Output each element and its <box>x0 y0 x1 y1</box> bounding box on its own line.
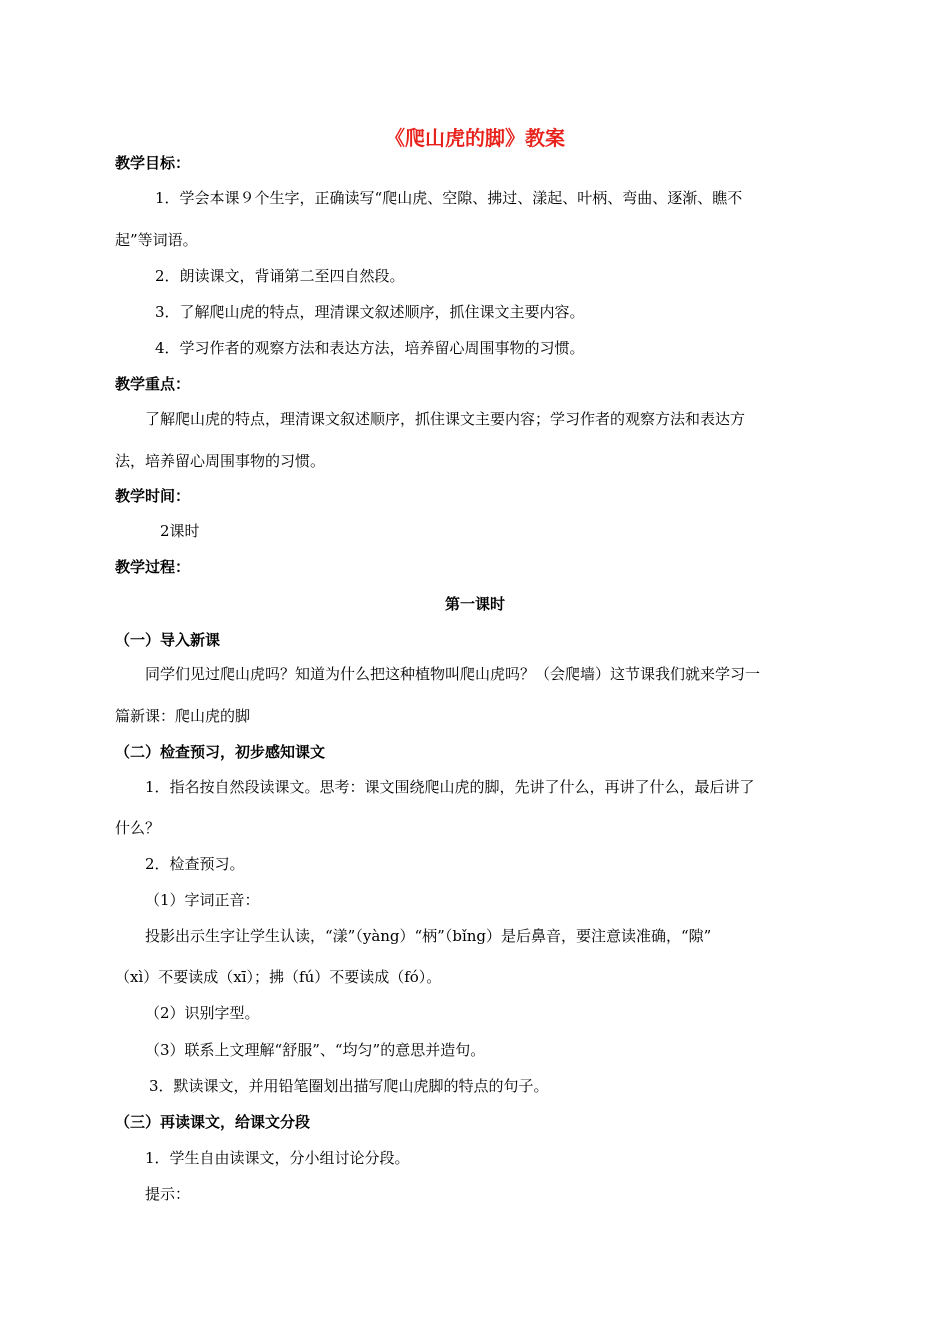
key-points-heading: 教学重点： <box>115 375 191 393</box>
objectives-heading: 教学目标： <box>115 154 191 172</box>
time-heading: 教学时间： <box>115 487 191 505</box>
section-1-line-2: 篇新课：爬山虎的脚 <box>115 707 251 725</box>
section-1-line-1: 同学们见过爬山虎吗？知道为什么把这种植物叫爬山虎吗？（会爬墙）这节课我们就来学习一 <box>145 665 761 683</box>
section-2-sub-1-text-line-2: （xì）不要读成（xī）；拂（fú）不要读成（fó）。 <box>115 968 442 986</box>
section-2-sub-2: （2）识别字型。 <box>145 1004 260 1022</box>
objective-3: 3．了解爬山虎的特点，理清课文叙述顺序，抓住课文主要内容。 <box>155 303 585 321</box>
section-2-item-1-line-2: 什么？ <box>115 819 161 837</box>
section-3-heading: （三）再读课文，给课文分段 <box>115 1113 311 1131</box>
objective-4: 4．学习作者的观察方法和表达方法，培养留心周围事物的习惯。 <box>155 339 585 357</box>
section-2-sub-1-text-line-1: 投影出示生字让学生认读，“漾”（yàng）“柄”（bǐng）是后鼻音，要注意读准确，“隙” <box>145 927 712 945</box>
section-2-item-1-line-1: 1．指名按自然段读课文。思考：课文围绕爬山虎的脚，先讲了什么，再讲了什么，最后讲了 <box>145 778 755 796</box>
objective-1-line-1: 1．学会本课９个生字，正确读写“爬山虎、空隙、拂过、漾起、叶柄、弯曲、逐渐、瞧不 <box>155 189 743 207</box>
section-2-sub-3: （3）联系上文理解“舒服”、“均匀”的意思并造句。 <box>145 1041 486 1059</box>
section-3-hint: 提示： <box>145 1185 191 1203</box>
lesson-title: 第一课时 <box>444 595 505 613</box>
objective-2: 2．朗读课文，背诵第二至四自然段。 <box>155 267 405 285</box>
process-heading: 教学过程： <box>115 558 191 576</box>
objective-1-line-2: 起”等词语。 <box>115 231 198 249</box>
section-2-heading: （二）检查预习，初步感知课文 <box>115 743 326 761</box>
section-2-item-3: 3．默读课文，并用铅笔圈划出描写爬山虎脚的特点的句子。 <box>149 1077 549 1095</box>
time-value: 2课时 <box>160 522 200 540</box>
key-points-line-1: 了解爬山虎的特点，理清课文叙述顺序，抓住课文主要内容；学习作者的观察方法和表达方 <box>145 410 746 428</box>
document-title: 《爬山虎的脚》教案 <box>385 126 565 150</box>
key-points-line-2: 法，培养留心周围事物的习惯。 <box>115 452 326 470</box>
section-1-heading: （一）导入新课 <box>115 631 221 649</box>
section-2-item-2: 2．检查预习。 <box>145 855 245 873</box>
section-3-item-1: 1．学生自由读课文，分小组讨论分段。 <box>145 1149 410 1167</box>
section-2-sub-1: （1）字词正音： <box>145 891 260 909</box>
